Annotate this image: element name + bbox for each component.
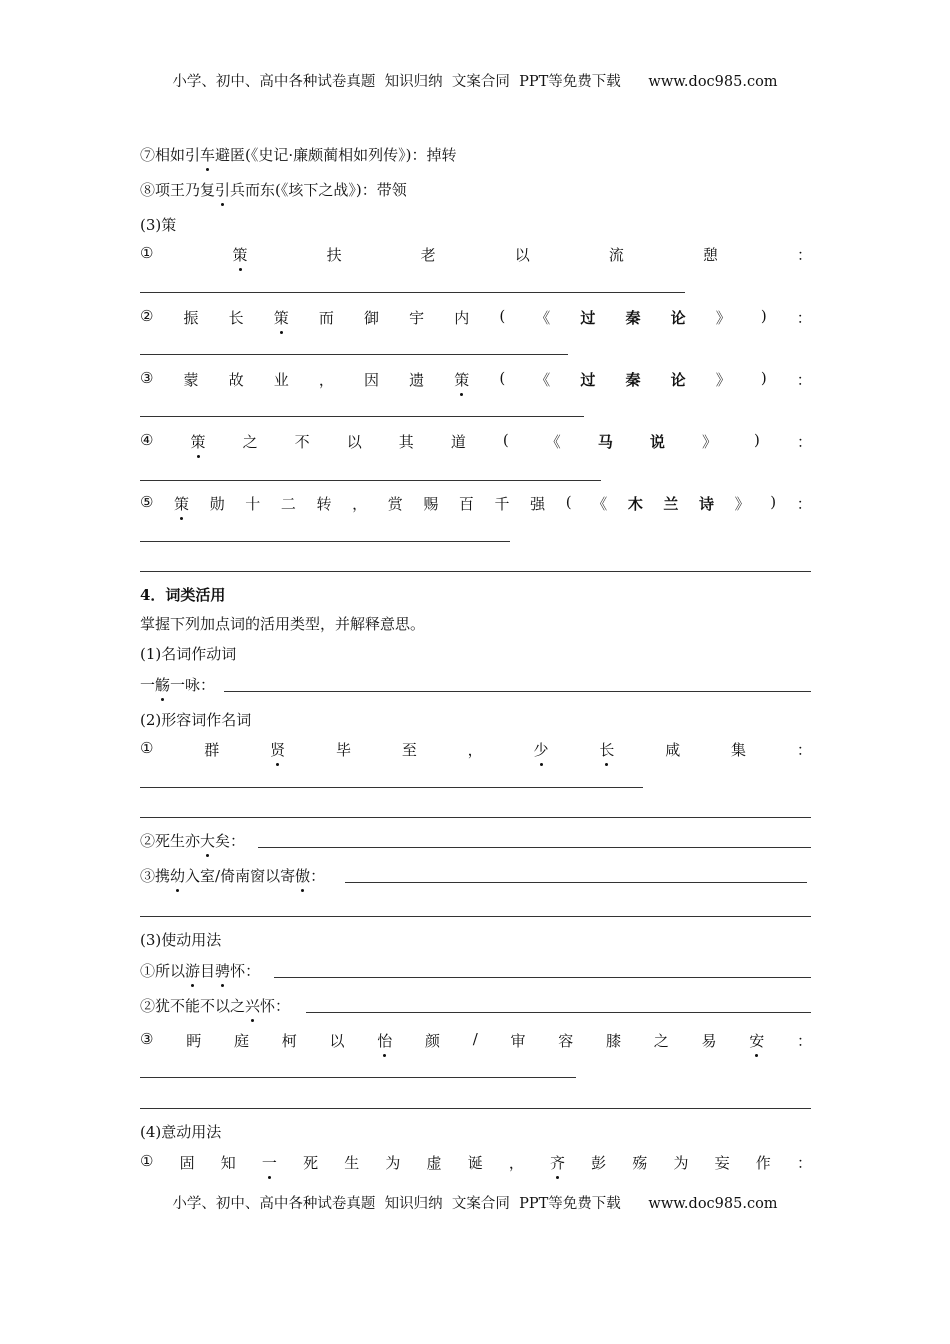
answer-line[interactable] [140,480,601,481]
char: ① [140,244,154,262]
char: 秦 [625,371,641,389]
char: 流 [608,246,624,264]
char: 故 [228,371,244,389]
char: 业 [273,371,289,389]
answer-line[interactable] [140,292,685,293]
char: 百 [458,495,474,513]
char: 《 [592,495,608,513]
char: ， [467,741,483,759]
char: ) [760,307,767,325]
char: ： [796,433,812,451]
char: 扶 [326,246,342,264]
char: 容 [558,1032,574,1050]
char: 赏 [387,495,403,513]
char: 固 [179,1154,195,1172]
char: 》 [715,371,731,389]
char: 因 [363,371,379,389]
char: ( [565,493,572,511]
adj-sentence-1 [140,739,812,760]
char: 一 [261,1154,277,1172]
char: 勋 [209,495,225,513]
answer-line[interactable] [140,1108,811,1109]
char: ： [796,1032,812,1050]
ce-sentence-4 [140,431,812,452]
char: 秦 [625,309,641,327]
answer-line[interactable] [140,541,510,542]
item-8: ⑧项王乃复引兵而东(《垓下之战》)：带领 [140,181,407,199]
char: / [472,1030,478,1048]
char: 过 [580,371,596,389]
char: 遗 [409,371,425,389]
char: 庭 [233,1032,249,1050]
char: ( [502,431,509,449]
char: 策 [232,246,248,264]
answer-line[interactable] [224,691,811,692]
answer-line[interactable] [140,1077,576,1078]
char: 毕 [335,741,351,759]
char: 策 [273,309,289,327]
answer-line[interactable] [140,416,584,417]
char: 木 [627,495,643,513]
char: 妄 [714,1154,730,1172]
causative-heading: (3)使动用法 [140,931,222,949]
char: ： [796,309,812,327]
char: 长 [228,309,244,327]
char: 知 [220,1154,236,1172]
char: 生 [344,1154,360,1172]
char: ： [796,246,812,264]
char: 眄 [186,1032,202,1050]
char: 兰 [663,495,679,513]
char: 少 [533,741,549,759]
char: 论 [670,371,686,389]
char: 为 [673,1154,689,1172]
emphasis-dot-char: 车 [200,146,216,164]
char: 宇 [409,309,425,327]
put-sentence-1 [140,1152,812,1173]
char: ， [508,1154,524,1172]
char: 贤 [270,741,286,759]
char: 论 [670,309,686,327]
char: 群 [204,741,220,759]
adj-question-2: ②死生亦大矣： [140,832,246,850]
char: 》 [734,495,750,513]
char: 振 [183,309,199,327]
ce-sentence-3 [140,369,812,390]
char: 二 [280,495,296,513]
char: 策 [174,495,190,513]
char: ① [140,739,154,757]
char: 以 [346,433,362,451]
char: 易 [701,1032,717,1050]
section-4-intro: 掌握下列加点词的活用类型，并解释意思。 [140,615,426,633]
char: 至 [401,741,417,759]
char: 颜 [424,1032,440,1050]
char: 》 [715,309,731,327]
char: 诞 [467,1154,483,1172]
char: 不 [294,433,310,451]
char: 其 [398,433,414,451]
answer-line[interactable] [345,882,807,883]
char: ④ [140,431,154,449]
char: ) [760,369,767,387]
emphasis-dot-char: 大 [200,832,216,850]
char: 安 [749,1032,765,1050]
char: 转 [316,495,332,513]
char: 过 [580,309,596,327]
char: 御 [363,309,379,327]
char: 审 [510,1032,526,1050]
char: ③ [140,369,154,387]
char: ： [796,741,812,759]
char: ( [499,369,506,387]
adj-question-3: ③携幼入室/倚南窗以寄傲： [140,867,326,885]
emphasis-dot-char: 骋 [215,962,231,980]
emphasis-dot-char: 引 [215,181,231,199]
char: 马 [597,433,613,451]
char: ， [318,371,334,389]
n1-question: 一觞一咏： [140,676,216,694]
answer-line[interactable] [140,787,643,788]
char: 死 [303,1154,319,1172]
char: 《 [535,371,551,389]
ce-sentence-1 [140,244,812,265]
char: 策 [454,371,470,389]
char: 强 [530,495,546,513]
char: 老 [420,246,436,264]
char: 说 [649,433,665,451]
char: ③ [140,1030,154,1048]
char: 道 [450,433,466,451]
item-7: ⑦相如引车避匿(《史记·廉颇蔺相如列传》)：掉转 [140,146,457,164]
char: 膝 [605,1032,621,1050]
char: 以 [514,246,530,264]
char: 虚 [426,1154,442,1172]
caus-sentence-3 [140,1030,812,1051]
answer-line[interactable] [258,847,811,848]
char: 咸 [665,741,681,759]
char: ) [770,493,777,511]
char: ① [140,1152,154,1170]
char: ： [796,1154,812,1172]
char: 集 [731,741,747,759]
section-4-title: 4．词类活用 [140,586,226,604]
emphasis-dot-char: 觞 [155,676,171,694]
ce-sentence-5 [140,493,812,514]
char: 而 [318,309,334,327]
char: ⑤ [140,493,154,511]
char: 诗 [699,495,715,513]
answer-line[interactable] [140,571,811,572]
answer-line[interactable] [140,817,811,818]
ce-sentence-2 [140,307,812,328]
char: ) [754,431,760,449]
emphasis-dot-char: 傲 [295,867,311,885]
char: 十 [245,495,261,513]
answer-line[interactable] [306,1012,811,1013]
char: 策 [190,433,206,451]
caus-question-1: ①所以游目骋怀： [140,962,261,980]
char: 齐 [550,1154,566,1172]
page-header: 小学、初中、高中各种试卷真题 知识归纳 文案合同 PPT等免费下载 www.doc985.com [172,74,778,90]
answer-line[interactable] [274,977,811,978]
char: 之 [242,433,258,451]
char: 彭 [591,1154,607,1172]
answer-line[interactable] [140,354,568,355]
answer-line[interactable] [140,916,811,917]
page-footer: 小学、初中、高中各种试卷真题 知识归纳 文案合同 PPT等免费下载 www.doc985.com [172,1196,778,1212]
char: ： [796,495,812,513]
char: ： [796,371,812,389]
char: 千 [494,495,510,513]
adj-as-noun-heading: (2)形容词作名词 [140,711,252,729]
char: ， [352,495,368,513]
char: 长 [599,741,615,759]
noun-as-verb-heading: (1)名词作动词 [140,645,237,663]
char: 蒙 [183,371,199,389]
char: 殇 [632,1154,648,1172]
char: 《 [535,309,551,327]
char: 以 [329,1032,345,1050]
char: 为 [385,1154,401,1172]
section-ce-heading: (3)策 [140,216,177,234]
char: 赐 [423,495,439,513]
caus-question-2: ②犹不能不以之兴怀： [140,997,291,1015]
emphasis-dot-char: 兴 [245,997,261,1015]
char: ( [499,307,506,325]
char: 作 [755,1154,771,1172]
emphasis-dot-char: 游 [185,962,201,980]
char: 柯 [281,1032,297,1050]
putative-heading: (4)意动用法 [140,1123,222,1141]
char: 《 [545,433,561,451]
char: 之 [653,1032,669,1050]
char: 憩 [702,246,718,264]
char: 怡 [377,1032,393,1050]
char: 》 [701,433,717,451]
emphasis-dot-char: 幼 [170,867,186,885]
char: 内 [454,309,470,327]
char: ② [140,307,154,325]
